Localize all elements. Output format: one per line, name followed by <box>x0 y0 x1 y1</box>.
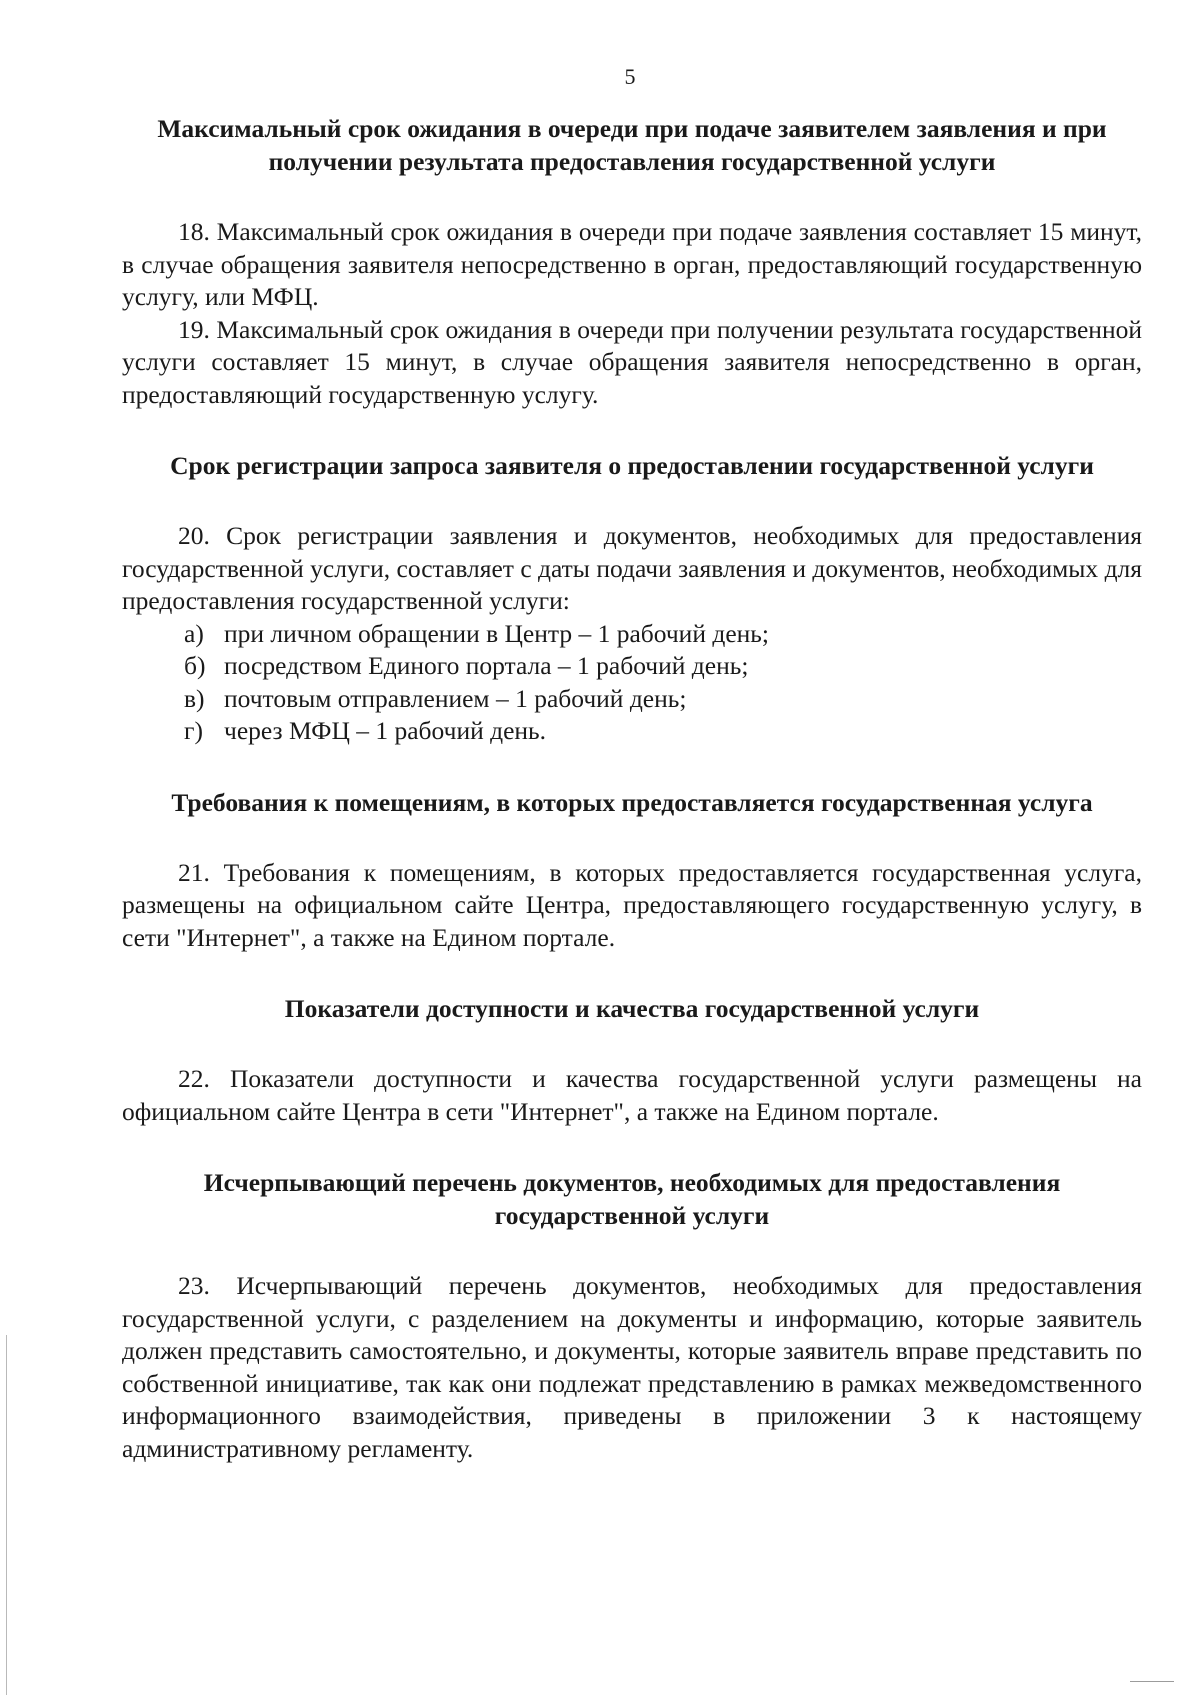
section-heading-quality-indicators: Показатели доступности и качества государственной услуги <box>284 994 980 1023</box>
paragraph-18: 18. Максимальный срок ожидания в очереди при подаче заявления составляет 15 минут, в случае обращения заявителя непосредственно в орган, предоставляющий государственную услугу, или МФЦ. <box>122 217 1142 311</box>
list-marker: г) <box>184 716 203 745</box>
list-item-text: посредством Единого портала – 1 рабочий день; <box>224 651 749 680</box>
section-heading-documents-list: Исчерпывающий перечень документов, необходимых для предоставления государственной услуги <box>203 1168 1061 1230</box>
list-item <box>122 715 1142 748</box>
list-marker: б) <box>184 651 206 680</box>
list-item-text: при личном обращении в Центр – 1 рабочий день; <box>224 618 770 648</box>
list-item <box>122 683 1142 716</box>
paragraph-23: 23. Исчерпывающий перечень документов, необходимых для предоставления государственной услуги, с разделением на документы и информацию, которые заявитель должен представить самостоятельно, и документы, которые заявитель вправе представить по собственной инициативе, так как они подлежат представлению в рамках межведомственного информационного взаимодействия, приведены в приложении 3 к настоящему административному регламенту. <box>122 1271 1142 1463</box>
scan-corner-mark <box>1130 1681 1174 1682</box>
list-marker: в) <box>184 683 205 713</box>
list-marker: а) <box>184 618 204 648</box>
section-heading-registration-term: Срок регистрации запроса заявителя о предоставлении государственной услуги <box>170 451 1094 480</box>
paragraph-22: 22. Показатели доступности и качества государственной услуги размещены на официальном сайте Центра в сети "Интернет", а также на Едином портале. <box>122 1064 1142 1126</box>
page-number: 5 <box>624 64 636 89</box>
section-heading-max-wait: Максимальный срок ожидания в очереди при подаче заявителем заявления и при получении результата предоставления государственной услуги <box>157 114 1107 176</box>
list-item <box>122 650 1142 683</box>
section-heading-premises-requirements: Требования к помещениям, в которых предоставляется государственная услуга <box>171 787 1093 817</box>
paragraph-21: 21. Требования к помещениям, в которых предоставляется государственная услуга, размещены на официальном сайте Центра, предоставляющего государственную услугу, в сети "Интернет", а также на Едином портале. <box>122 857 1142 952</box>
list-item <box>122 618 1142 651</box>
document-body <box>122 112 1142 1465</box>
paragraph-19: 19. Максимальный срок ожидания в очереди при получении результата государственной услуги составляет 15 минут, в случае обращения заявителя непосредственно в орган, предоставляющий государственную услугу. <box>122 314 1142 409</box>
list-item-text: через МФЦ – 1 рабочий день. <box>224 716 547 745</box>
paragraph-20: 20. Срок регистрации заявления и документов, необходимых для предоставления государственной услуги, составляет с даты подачи заявления и документов, необходимых для предоставления государственной услуги: <box>122 521 1142 615</box>
scan-edge-line <box>6 1335 7 1695</box>
list-item-text: почтовым отправлением – 1 рабочий день; <box>224 683 687 713</box>
